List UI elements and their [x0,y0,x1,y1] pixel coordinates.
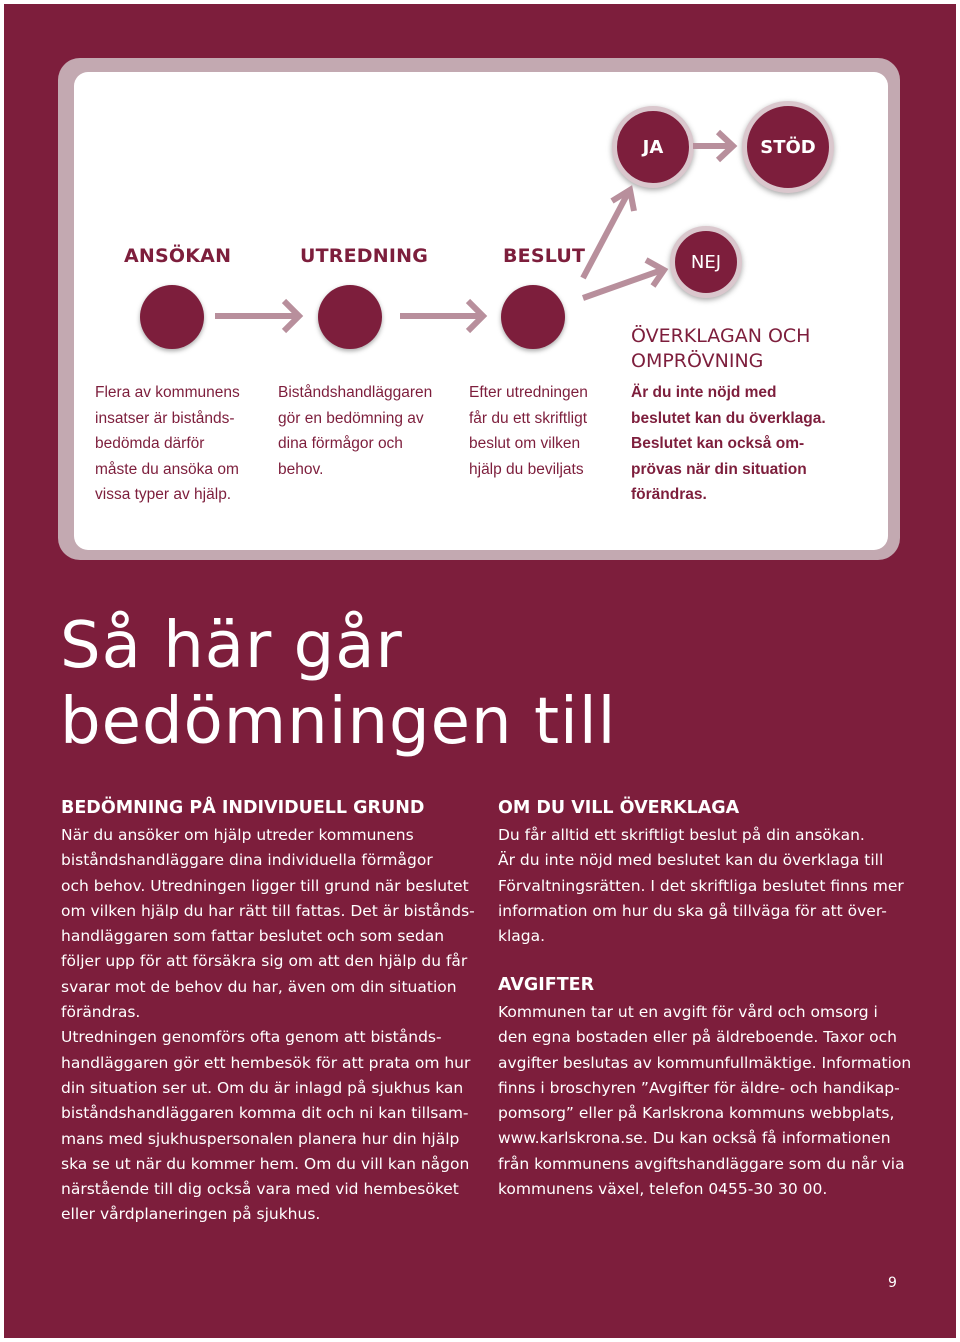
page-title: Så här går bedömningen till [60,609,617,759]
right-column-heading-fees: AVGIFTER [498,975,595,995]
step-text-utredning: Biståndshandläggaren gör en bedömning av dina förmågor och behov. [278,384,433,478]
step-text-beslut: Efter utredningen får du ett skriftligt beslut om vilken hjälp du beviljats [469,384,588,478]
right-column-text-appeal: Du får alltid ett skriftligt beslut på din ansökan. Är du inte nöjd med beslutet kan du överklaga till Förvaltningsrätten. I det skriftliga beslutet finns mer information om hur du ska gå tillväga för att över- klaga. [498,826,904,946]
right-column-heading-appeal: OM DU VILL ÖVERKLAGA [498,798,740,818]
left-column-heading: BEDÖMNING PÅ INDIVIDUELL GRUND [61,798,425,818]
page-number: 9 [888,1275,897,1291]
no-circle: NEJ [670,226,742,298]
left-column-text: När du ansöker om hjälp utreder kommunens biståndshandläggare dina individuella förmågor och behov. Utredningen ligger till grund när beslutet om vilken hjälp du har rätt till fattas. Det är bistånds- handläggaren som fattar beslutet och som sedan följer upp för att försäkra sig om att den hjälp du får svarar mot de behov du har, även om din situation förändras. Utredningen genomförs ofta genom att bistånds- handläggaren gör ett hembesök för att prata om hur din situation ser ut. Om du är inlagd på sjukhus kan biståndshandläggaren komma dit och ni kan tillsam- mans med sjukhuspersonalen planera hur din hjälp ska se ut när du kommer hem. Om du vill kan någon närstående till dig också vara med vid hembesöket eller vårdplaneringen på sjukhus. [61,826,475,1224]
arrow-up-right-icon [583,190,634,278]
appeal-heading: ÖVERKLAGAN OCH OMPRÖVNING [631,325,811,372]
step-title-beslut: BESLUT [503,245,586,267]
support-circle: STÖD [742,101,834,193]
step-title-ansokan: ANSÖKAN [124,245,232,267]
arrow-right-icon [215,301,299,331]
appeal-text: Är du inte nöjd med beslutet kan du överklaga. Beslutet kan också om- prövas när din situation förändras. [631,384,826,503]
step-text-ansokan: Flera av kommunens insatser är bistånds- bedömda därför måste du ansöka om vissa typer av hjälp. [95,384,240,503]
arrow-right-icon [693,132,733,160]
arrow-right-icon [400,301,483,331]
right-column-text-fees: Kommunen tar ut en avgift för vård och omsorg i den egna bostaden eller på äldreboende. Taxor och avgifter beslutas av kommunfullmäktige. Information finns i broschyren ”Avgifter för äldre- och handikap- pomsorg” eller på Karlskrona kommuns webbplats, www.karlskrona.se. Du kan också få informationen från kommunens avgiftshandläggare som du når via kommunens växel, telefon 0455-30 30 00. [498,1003,912,1199]
arrow-down-right-icon [583,260,664,298]
yes-circle: JA [612,106,694,188]
flow-arrows [0,0,960,600]
step-title-utredning: UTREDNING [300,245,429,267]
